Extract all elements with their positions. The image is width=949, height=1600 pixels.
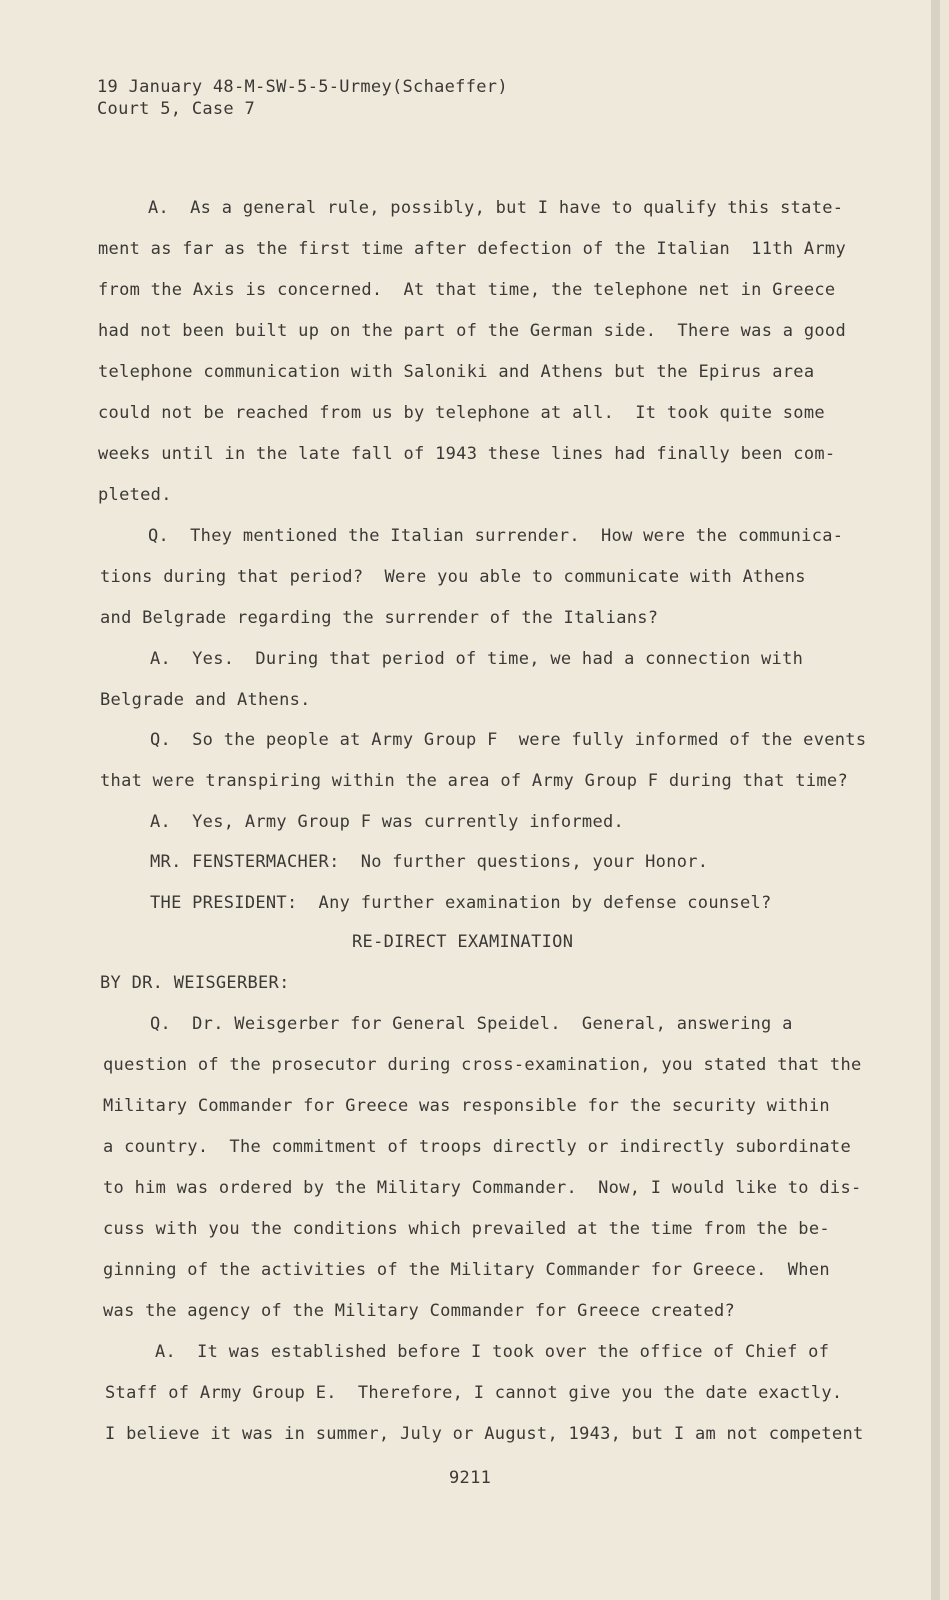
transcript-line: telephone communication with Saloniki and Athens but the Epirus area	[98, 362, 815, 382]
transcript-line: had not been built up on the part of the German side. There was a good	[98, 321, 846, 341]
transcript-line: cuss with you the conditions which prevailed at the time from the be-	[103, 1219, 830, 1239]
transcript-line: A. It was established before I took over the office of Chief of	[155, 1342, 830, 1362]
transcript-line: I believe it was in summer, July or August, 1943, but I am not competent	[105, 1424, 864, 1444]
transcript-line: to him was ordered by the Military Commander. Now, I would like to dis-	[103, 1178, 862, 1198]
section-heading: RE-DIRECT EXAMINATION	[352, 932, 574, 952]
transcript-line: Q. They mentioned the Italian surrender. How were the communica-	[148, 526, 844, 546]
page-edge	[931, 0, 940, 1600]
transcript-line: Military Commander for Greece was responsible for the security within	[103, 1096, 830, 1116]
page-number: 9211	[449, 1468, 492, 1488]
transcript-line: Staff of Army Group E. Therefore, I cannot give you the date exactly.	[105, 1383, 843, 1403]
transcript-line: Q. So the people at Army Group F were fully informed of the events	[150, 730, 867, 750]
transcript-line: was the agency of the Military Commander for Greece created?	[103, 1301, 736, 1321]
transcript-line: A. Yes. During that period of time, we had a connection with	[150, 649, 804, 669]
header-line-2: Court 5, Case 7	[97, 99, 256, 119]
transcript-line: MR. FENSTERMACHER: No further questions, your Honor.	[150, 852, 709, 872]
transcript-line: ginning of the activities of the Military Commander for Greece. When	[103, 1260, 830, 1280]
transcript-line: weeks until in the late fall of 1943 these lines had finally been com-	[98, 444, 836, 464]
transcript-line: a country. The commitment of troops directly or indirectly subordinate	[103, 1137, 851, 1157]
transcript-line: question of the prosecutor during cross-examination, you stated that the	[103, 1055, 862, 1075]
header-line-1: 19 January 48-M-SW-5-5-Urmey(Schaeffer)	[97, 77, 508, 97]
transcript-line: A. As a general rule, possibly, but I have to qualify this state-	[148, 198, 844, 218]
transcript-line: tions during that period? Were you able to communicate with Athens	[100, 567, 806, 587]
transcript-line: Belgrade and Athens.	[100, 690, 311, 710]
examiner-line: BY DR. WEISGERBER:	[100, 973, 290, 993]
transcript-line: from the Axis is concerned. At that time, the telephone net in Greece	[98, 280, 836, 300]
transcript-line: THE PRESIDENT: Any further examination by defense counsel?	[150, 893, 772, 913]
transcript-line: and Belgrade regarding the surrender of the Italians?	[100, 608, 659, 628]
transcript-line: ment as far as the first time after defection of the Italian 11th Army	[98, 239, 846, 259]
transcript-line: could not be reached from us by telephone at all. It took quite some	[98, 403, 825, 423]
transcript-line: that were transpiring within the area of Army Group F during that time?	[100, 771, 848, 791]
transcript-line: A. Yes, Army Group F was currently informed.	[150, 812, 625, 832]
transcript-line: Q. Dr. Weisgerber for General Speidel. General, answering a	[150, 1014, 793, 1034]
transcript-line: pleted.	[98, 485, 172, 505]
